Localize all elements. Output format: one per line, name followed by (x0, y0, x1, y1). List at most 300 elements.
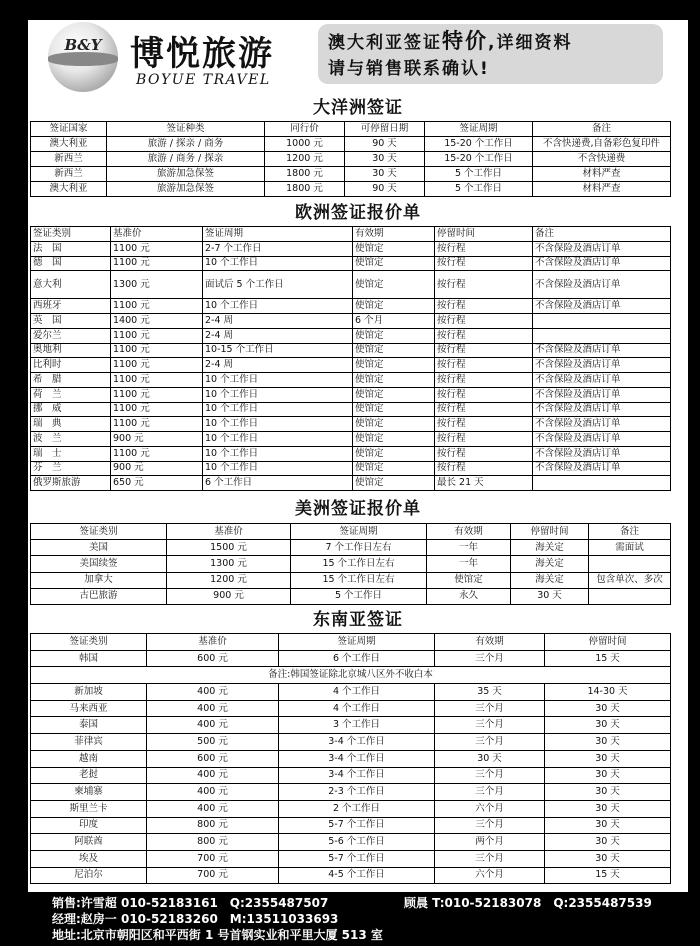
table-cell: 6 个工作日 (279, 650, 435, 667)
sea-title: 东南亚签证 (313, 610, 403, 630)
table-header-cell: 签证种类 (107, 122, 265, 137)
table-cell: 6 个工作日 (203, 476, 353, 491)
table-cell: 400 元 (147, 684, 279, 701)
table-cell: 2 个工作日 (279, 800, 435, 817)
table-cell: 不含保险及酒店订单 (533, 446, 671, 461)
table-cell: 西班牙 (31, 299, 111, 314)
table-cell: 700 元 (147, 850, 279, 867)
table-cell: 不含保险及酒店订单 (533, 432, 671, 447)
table-cell: 1100 元 (111, 343, 203, 358)
table-cell: 3-4 个工作日 (279, 750, 435, 767)
table-row (31, 800, 671, 817)
table-row (31, 446, 671, 461)
europe-title: 欧洲签证报价单 (295, 203, 421, 223)
americas-title: 美洲签证报价单 (295, 499, 421, 519)
table-cell: 材料严查 (533, 167, 671, 182)
table-cell: 2-4 周 (203, 314, 353, 329)
table-row (31, 182, 671, 197)
table-header-cell: 备注 (589, 524, 671, 540)
table-row (31, 152, 671, 167)
promo-line-2: 请与销售联系确认! (328, 59, 490, 79)
table-cell: 10-15 个工作日 (203, 343, 353, 358)
table-cell: 1100 元 (111, 256, 203, 271)
table-row (31, 867, 671, 884)
table-header-row (31, 122, 671, 137)
table-cell: 六个月 (435, 867, 545, 884)
table-cell: 英 国 (31, 314, 111, 329)
table-cell: 按行程 (435, 256, 533, 271)
table-cell: 不含保险及酒店订单 (533, 241, 671, 256)
table-row (31, 834, 671, 851)
table-cell: 600 元 (147, 650, 279, 667)
table-cell: 美国续签 (31, 556, 167, 572)
promo-text-c: ,详细资料 (488, 33, 573, 53)
table-cell: 4 个工作日 (279, 700, 435, 717)
table-cell: 按行程 (435, 299, 533, 314)
table-row (31, 588, 671, 604)
table-cell: 泰国 (31, 717, 147, 734)
brand-name-en: BOYUE TRAVEL (136, 72, 271, 88)
table-header-cell: 同行价 (265, 122, 345, 137)
table-cell: 使馆定 (353, 241, 435, 256)
table-cell: 900 元 (111, 461, 203, 476)
table-header-cell: 签证类别 (31, 227, 111, 242)
table-cell: 10 个工作日 (203, 299, 353, 314)
table-cell: 使馆定 (353, 343, 435, 358)
table-cell: 新加坡 (31, 684, 147, 701)
table-cell: 永久 (427, 588, 511, 604)
table-cell: 不含保险及酒店订单 (533, 402, 671, 417)
table-cell: 比利时 (31, 358, 111, 373)
table-cell: 使馆定 (353, 299, 435, 314)
table-cell: 古巴旅游 (31, 588, 167, 604)
table-header-cell: 基准价 (111, 227, 203, 242)
table-cell: 1100 元 (111, 417, 203, 432)
table-header-cell: 签证类别 (31, 524, 167, 540)
table-cell: 10 个工作日 (203, 373, 353, 388)
table-cell: 荷 兰 (31, 387, 111, 402)
table-cell: 400 元 (147, 767, 279, 784)
table-cell: 按行程 (435, 314, 533, 329)
table-row (31, 417, 671, 432)
table-cell: 30 天 (545, 734, 671, 751)
table-row (31, 373, 671, 388)
table-cell: 30 天 (511, 588, 589, 604)
table-row (31, 684, 671, 701)
table-cell: 埃及 (31, 850, 147, 867)
table-cell: 1300 元 (167, 556, 291, 572)
table-cell: 1800 元 (265, 167, 345, 182)
footer-manager: 经理:赵房一 010-52183260 M:13511033693 (52, 912, 339, 926)
promo-text-a: 澳大利亚签证 (328, 33, 442, 53)
table-cell: 10 个工作日 (203, 461, 353, 476)
table-cell: 650 元 (111, 476, 203, 491)
table-cell: 使馆定 (353, 402, 435, 417)
table-cell: 不含保险及酒店订单 (533, 373, 671, 388)
table-cell: 1200 元 (167, 572, 291, 588)
table-cell: 30 天 (545, 750, 671, 767)
europe-table (30, 226, 671, 491)
table-cell: 旅游加急保签 (107, 167, 265, 182)
table-header-cell: 签证类别 (31, 634, 147, 651)
table-row (31, 402, 671, 417)
table-header-cell: 签证周期 (279, 634, 435, 651)
table-cell: 700 元 (147, 867, 279, 884)
table-row (31, 271, 671, 299)
header-banner (28, 20, 688, 96)
table-cell: 30 天 (545, 800, 671, 817)
table-cell: 新西兰 (31, 167, 107, 182)
table-cell: 按行程 (435, 328, 533, 343)
sea-table (30, 633, 671, 884)
table-cell: 800 元 (147, 817, 279, 834)
table-cell: 35 天 (435, 684, 545, 701)
table-cell: 一年 (427, 540, 511, 556)
table-header-cell: 备注 (533, 227, 671, 242)
table-row (31, 358, 671, 373)
table-cell: 两个月 (435, 834, 545, 851)
table-cell: 按行程 (435, 358, 533, 373)
table-cell: 90 天 (345, 182, 425, 197)
table-cell: 30 天 (345, 152, 425, 167)
table-cell: 1400 元 (111, 314, 203, 329)
table-cell: 10 个工作日 (203, 432, 353, 447)
table-cell: 三个月 (435, 850, 545, 867)
table-header-row (31, 227, 671, 242)
table-cell: 3-4 个工作日 (279, 734, 435, 751)
table-header-row (31, 524, 671, 540)
table-cell: 按行程 (435, 343, 533, 358)
table-cell: 尼泊尔 (31, 867, 147, 884)
table-cell: 旅游 / 探亲 / 商务 (107, 137, 265, 152)
table-cell: 美国 (31, 540, 167, 556)
table-cell: 1100 元 (111, 387, 203, 402)
table-cell: 使馆定 (353, 271, 435, 299)
table-row (31, 476, 671, 491)
table-cell: 三个月 (435, 767, 545, 784)
table-cell: 6 个月 (353, 314, 435, 329)
korea-note: 备注:韩国签证除北京城八区外不收白本 (31, 667, 671, 684)
table-header-cell: 签证周期 (291, 524, 427, 540)
table-header-cell: 基准价 (147, 634, 279, 651)
table-cell: 4-5 个工作日 (279, 867, 435, 884)
table-cell: 30 天 (545, 700, 671, 717)
promo-box (318, 24, 663, 84)
table-cell: 一年 (427, 556, 511, 572)
table-cell: 使馆定 (353, 328, 435, 343)
table-cell: 不含快递费 (533, 152, 671, 167)
table-cell: 使馆定 (353, 358, 435, 373)
table-cell: 旅游 / 商务 / 探亲 (107, 152, 265, 167)
table-cell: 马来西亚 (31, 700, 147, 717)
table-cell: 1300 元 (111, 271, 203, 299)
table-cell: 400 元 (147, 700, 279, 717)
table-cell: 挪 威 (31, 402, 111, 417)
logo-text: B&Y (64, 36, 102, 54)
note-row (31, 667, 671, 684)
oceania-title: 大洋洲签证 (313, 98, 403, 118)
table-header-cell: 停留时间 (511, 524, 589, 540)
table-cell: 15 个工作日左右 (291, 556, 427, 572)
footer-address: 地址:北京市朝阳区和平西街 1 号首钢实业和平里大厦 513 室 (52, 928, 383, 942)
table-cell: 爱尔兰 (31, 328, 111, 343)
table-cell: 不含保险及酒店订单 (533, 358, 671, 373)
table-cell: 使馆定 (353, 446, 435, 461)
table-row (31, 167, 671, 182)
table-cell: 1100 元 (111, 241, 203, 256)
table-cell: 15 个工作日左右 (291, 572, 427, 588)
table-cell: 400 元 (147, 800, 279, 817)
table-row (31, 767, 671, 784)
table-header-cell: 基准价 (167, 524, 291, 540)
table-cell: 不含快递费,自备彩色复印件 (533, 137, 671, 152)
table-cell: 材料严查 (533, 182, 671, 197)
table-row (31, 650, 671, 667)
table-cell: 使馆定 (353, 373, 435, 388)
table-cell: 使馆定 (353, 476, 435, 491)
table-cell: 越南 (31, 750, 147, 767)
table-cell: 不含保险及酒店订单 (533, 271, 671, 299)
table-cell: 5 个工作日 (425, 167, 533, 182)
table-cell: 1100 元 (111, 402, 203, 417)
table-cell: 按行程 (435, 432, 533, 447)
table-row (31, 850, 671, 867)
table-cell: 15-20 个工作日 (425, 152, 533, 167)
table-cell: 10 个工作日 (203, 256, 353, 271)
table-cell: 斯里兰卡 (31, 800, 147, 817)
table-cell (589, 588, 671, 604)
logo (48, 22, 118, 92)
table-cell: 30 天 (545, 717, 671, 734)
table-cell: 3 个工作日 (279, 717, 435, 734)
table-cell: 30 天 (545, 767, 671, 784)
table-cell: 15 天 (545, 650, 671, 667)
table-cell: 2-4 周 (203, 328, 353, 343)
table-cell: 10 个工作日 (203, 387, 353, 402)
table-cell: 30 天 (545, 834, 671, 851)
table-cell (589, 556, 671, 572)
table-cell: 阿联酋 (31, 834, 147, 851)
table-cell: 新西兰 (31, 152, 107, 167)
table-cell: 5-7 个工作日 (279, 817, 435, 834)
table-cell: 3-4 个工作日 (279, 767, 435, 784)
table-cell: 30 天 (345, 167, 425, 182)
table-cell: 三个月 (435, 700, 545, 717)
table-row (31, 700, 671, 717)
table-cell: 三个月 (435, 650, 545, 667)
table-row (31, 784, 671, 801)
table-cell: 1200 元 (265, 152, 345, 167)
table-cell: 使馆定 (427, 572, 511, 588)
table-cell: 不含保险及酒店订单 (533, 461, 671, 476)
table-cell (533, 476, 671, 491)
table-cell: 按行程 (435, 241, 533, 256)
table-cell: 按行程 (435, 271, 533, 299)
table-cell: 600 元 (147, 750, 279, 767)
table-cell: 400 元 (147, 717, 279, 734)
table-cell: 澳大利亚 (31, 137, 107, 152)
table-cell: 海关定 (511, 572, 589, 588)
footer (0, 892, 700, 946)
table-cell: 不含保险及酒店订单 (533, 299, 671, 314)
table-cell: 使馆定 (353, 461, 435, 476)
table-cell: 需面试 (589, 540, 671, 556)
footer-consultant: 顾晨 T:010-52183078 Q:2355487539 (404, 896, 652, 910)
table-cell: 按行程 (435, 446, 533, 461)
table-row (31, 461, 671, 476)
table-cell: 瑞 士 (31, 446, 111, 461)
table-cell: 使馆定 (353, 256, 435, 271)
table-cell: 1100 元 (111, 373, 203, 388)
table-row (31, 540, 671, 556)
table-cell: 按行程 (435, 461, 533, 476)
table-cell: 不含保险及酒店订单 (533, 343, 671, 358)
table-cell: 使馆定 (353, 432, 435, 447)
table-cell: 三个月 (435, 817, 545, 834)
table-row (31, 734, 671, 751)
table-header-cell: 有效期 (353, 227, 435, 242)
table-cell: 菲律宾 (31, 734, 147, 751)
table-cell: 三个月 (435, 734, 545, 751)
table-row (31, 299, 671, 314)
table-cell (533, 314, 671, 329)
table-cell: 三个月 (435, 717, 545, 734)
table-cell: 海关定 (511, 556, 589, 572)
table-row (31, 432, 671, 447)
table-cell: 5-7 个工作日 (279, 850, 435, 867)
table-cell: 10 个工作日 (203, 402, 353, 417)
table-cell: 法 国 (31, 241, 111, 256)
table-header-cell: 可停留日期 (345, 122, 425, 137)
table-header-cell: 签证国家 (31, 122, 107, 137)
table-cell (533, 328, 671, 343)
table-cell: 希 腊 (31, 373, 111, 388)
table-cell: 1100 元 (111, 299, 203, 314)
footer-sales: 销售:许雪超 010-52183161 Q:2355487507 (52, 896, 329, 910)
table-cell: 10 个工作日 (203, 417, 353, 432)
table-cell: 1100 元 (111, 328, 203, 343)
table-cell: 不含保险及酒店订单 (533, 256, 671, 271)
table-header-cell: 签证周期 (203, 227, 353, 242)
table-cell: 1100 元 (111, 358, 203, 373)
table-row (31, 387, 671, 402)
table-row (31, 328, 671, 343)
table-cell: 按行程 (435, 387, 533, 402)
table-cell: 10 个工作日 (203, 446, 353, 461)
promo-line-1 (328, 28, 653, 56)
table-cell: 使馆定 (353, 417, 435, 432)
table-cell: 海关定 (511, 540, 589, 556)
table-header-cell: 停留时间 (435, 227, 533, 242)
table-cell: 1100 元 (111, 446, 203, 461)
table-cell: 400 元 (147, 784, 279, 801)
table-cell: 澳大利亚 (31, 182, 107, 197)
table-cell: 包含单次、多次 (589, 572, 671, 588)
table-row (31, 572, 671, 588)
table-cell: 使馆定 (353, 387, 435, 402)
table-cell: 按行程 (435, 402, 533, 417)
table-cell: 30 天 (435, 750, 545, 767)
table-header-cell: 备注 (533, 122, 671, 137)
oceania-table (30, 121, 671, 197)
table-header-cell: 有效期 (435, 634, 545, 651)
table-cell: 5 个工作日 (291, 588, 427, 604)
table-cell: 按行程 (435, 373, 533, 388)
table-cell: 2-4 周 (203, 358, 353, 373)
table-cell: 1500 元 (167, 540, 291, 556)
table-row (31, 256, 671, 271)
table-cell: 柬埔寨 (31, 784, 147, 801)
table-cell: 意大利 (31, 271, 111, 299)
table-cell: 5-6 个工作日 (279, 834, 435, 851)
table-cell: 按行程 (435, 417, 533, 432)
americas-table (30, 523, 671, 605)
table-cell: 德 国 (31, 256, 111, 271)
table-cell: 15 天 (545, 867, 671, 884)
table-cell: 1800 元 (265, 182, 345, 197)
table-cell: 印度 (31, 817, 147, 834)
table-row (31, 314, 671, 329)
table-cell: 不含保险及酒店订单 (533, 387, 671, 402)
table-cell: 奥地利 (31, 343, 111, 358)
table-header-cell: 停留时间 (545, 634, 671, 651)
table-cell: 芬 兰 (31, 461, 111, 476)
table-header-row (31, 634, 671, 651)
table-cell: 1000 元 (265, 137, 345, 152)
table-cell: 30 天 (545, 817, 671, 834)
table-cell: 15-20 个工作日 (425, 137, 533, 152)
table-cell: 瑞 典 (31, 417, 111, 432)
table-cell: 500 元 (147, 734, 279, 751)
table-cell: 4 个工作日 (279, 684, 435, 701)
table-cell: 波 兰 (31, 432, 111, 447)
price-list (28, 96, 688, 892)
table-cell: 旅游加急保签 (107, 182, 265, 197)
table-row (31, 137, 671, 152)
table-cell: 最长 21 天 (435, 476, 533, 491)
table-cell: 六个月 (435, 800, 545, 817)
logo-band (48, 52, 118, 66)
table-cell: 俄罗斯旅游 (31, 476, 111, 491)
table-cell: 三个月 (435, 784, 545, 801)
table-row (31, 343, 671, 358)
promo-highlight: 特价 (442, 29, 488, 53)
table-cell: 800 元 (147, 834, 279, 851)
table-cell: 不含保险及酒店订单 (533, 417, 671, 432)
table-cell: 面试后 5 个工作日 (203, 271, 353, 299)
table-cell: 5 个工作日 (425, 182, 533, 197)
table-cell: 加拿大 (31, 572, 167, 588)
table-cell: 韩国 (31, 650, 147, 667)
table-header-cell: 有效期 (427, 524, 511, 540)
table-cell: 90 天 (345, 137, 425, 152)
table-row (31, 241, 671, 256)
table-cell: 14-30 天 (545, 684, 671, 701)
brand-name-cn: 博悦旅游 (130, 34, 274, 74)
table-row (31, 556, 671, 572)
table-cell: 老挝 (31, 767, 147, 784)
table-row (31, 750, 671, 767)
table-cell: 30 天 (545, 784, 671, 801)
table-cell: 7 个工作日左右 (291, 540, 427, 556)
table-cell: 900 元 (111, 432, 203, 447)
table-header-cell: 签证周期 (425, 122, 533, 137)
table-cell: 30 天 (545, 850, 671, 867)
table-cell: 900 元 (167, 588, 291, 604)
table-cell: 2-3 个工作日 (279, 784, 435, 801)
table-row (31, 717, 671, 734)
table-cell: 2-7 个工作日 (203, 241, 353, 256)
